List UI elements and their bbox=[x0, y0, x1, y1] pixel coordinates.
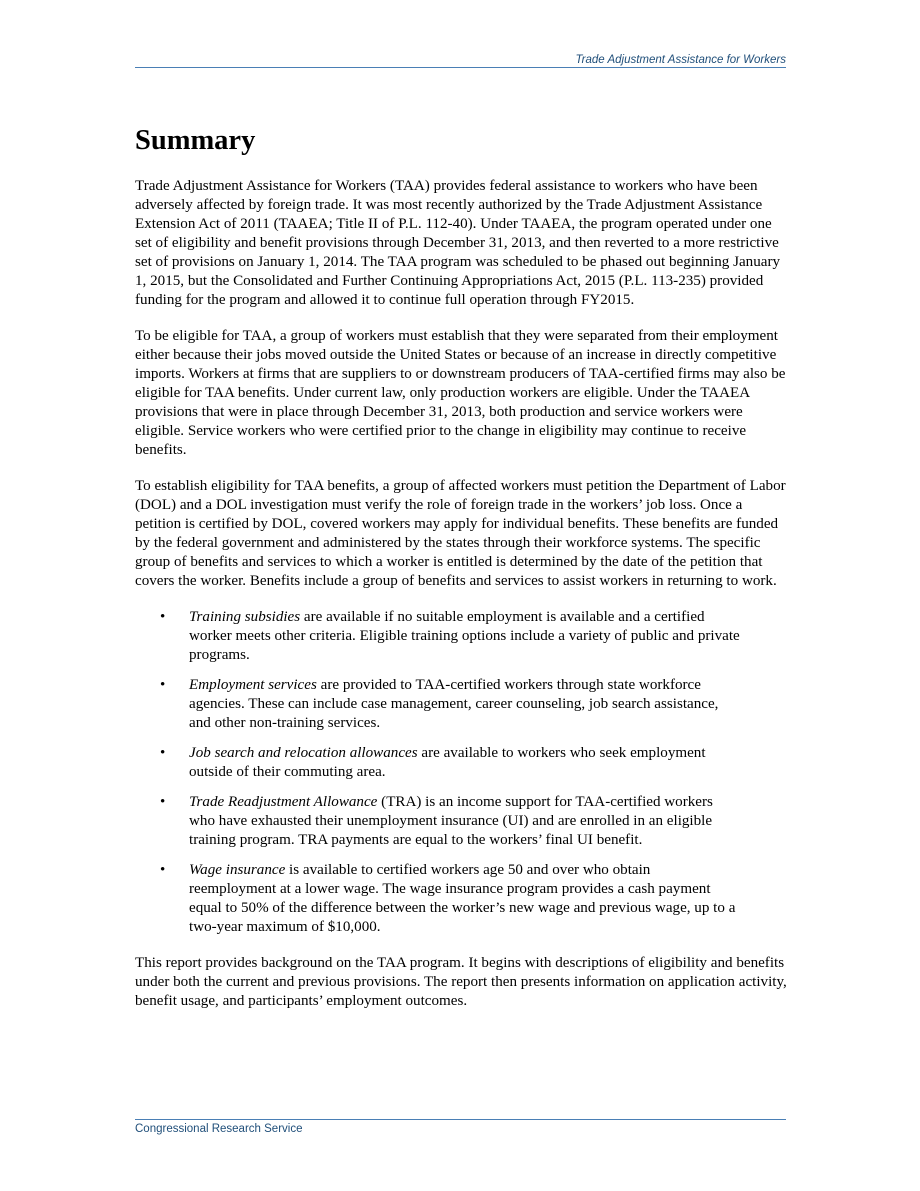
running-header: Trade Adjustment Assistance for Workers bbox=[135, 54, 786, 68]
bullet-icon: • bbox=[160, 794, 166, 810]
bullet-term: Trade Readjustment Allowance bbox=[189, 794, 378, 810]
bullet-icon: • bbox=[160, 745, 166, 761]
paragraph-eligibility: To be eligible for TAA, a group of workers must establish that they were separated from their employment either because their jobs moved outside the United States or because of an increase in directly competitive imports. Workers at firms that are suppliers to or downstream producers of TAA-certified firms may also be eligible for TAA benefits. Under current law, only production workers are eligible. Under the TAAEA provisions that were in place through December 31, 2013, both production and service workers were eligible. Service workers who were certified prior to the change in eligibility may continue to receive benefits. bbox=[135, 328, 786, 458]
bullet-text: is available to certified workers age 50 and over who obtain reemployment at a lower wage. The wage insurance program provides a cash payment equal to 50% of the difference between the worker’s new wage and previous wage, up to a two-year maximum of $10,000. bbox=[189, 862, 736, 935]
paragraph-closing: This report provides background on the TAA program. It begins with descriptions of eligibility and benefits under both the current and previous provisions. The report then presents information on application activity, benefit usage, and participants’ employment outcomes. bbox=[135, 955, 787, 1009]
page-footer: Congressional Research Service bbox=[135, 1119, 786, 1135]
bullet-icon: • bbox=[160, 677, 166, 693]
bullet-text: (TRA) is an income support for TAA-certified workers who have exhausted their unemployment insurance (UI) and are enrolled in an eligible training program. TRA payments are equal to the workers’ final UI benefit. bbox=[189, 794, 713, 848]
bullet-term: Wage insurance bbox=[189, 862, 286, 878]
paragraph-petition: To establish eligibility for TAA benefits, a group of affected workers must petition the Department of Labor (DOL) and a DOL investigation must verify the role of foreign trade in the workers’ job loss. Once a petition is certified by DOL, covered workers may apply for individual benefits. These benefits are funded by the federal government and administered by the states through their workforce systems. The specific group of benefits and services to which a worker is entitled is determined by the date of the petition that covers the worker. Benefits include a group of benefits and services to assist workers in returning to work. bbox=[135, 478, 786, 589]
bullet-text: are available to workers who seek employment outside of their commuting area. bbox=[189, 745, 706, 780]
list-item bbox=[135, 861, 741, 937]
list-item bbox=[135, 608, 741, 665]
bullet-text: are available if no suitable employment is available and a certified worker meets other criteria. Eligible training options include a variety of public and private programs. bbox=[189, 609, 740, 663]
bullet-term: Training subsidies bbox=[189, 609, 301, 625]
bullet-icon: • bbox=[160, 862, 166, 878]
bullet-term: Job search and relocation allowances bbox=[189, 745, 418, 761]
bullet-text: are provided to TAA-certified workers through state workforce agencies. These can include case management, career counseling, job search assistance, and other non-training services. bbox=[189, 677, 719, 731]
bullet-icon: • bbox=[160, 609, 166, 625]
summary-body bbox=[135, 177, 790, 1028]
list-item bbox=[135, 793, 741, 850]
paragraph-intro: Trade Adjustment Assistance for Workers (TAA) provides federal assistance to workers who have been adversely affected by foreign trade. It was most recently authorized by the Trade Adjustment Assistance Extension Act of 2011 (TAAEA; Title II of P.L. 112-40). Under TAAEA, the program operated under one set of eligibility and benefit provisions through December 31, 2013, and then reverted to a more restrictive set of provisions on January 1, 2014. The TAA program was scheduled to be phased out beginning January 1, 2015, but the Consolidated and Further Continuing Appropriations Act, 2015 (P.L. 113-235) provided funding for the program and allowed it to continue full operation through FY2015. bbox=[135, 178, 781, 308]
list-item bbox=[135, 676, 741, 733]
page-title: Summary bbox=[135, 125, 256, 156]
benefits-list bbox=[135, 608, 790, 937]
bullet-term: Employment services bbox=[189, 677, 317, 693]
list-item bbox=[135, 744, 741, 782]
